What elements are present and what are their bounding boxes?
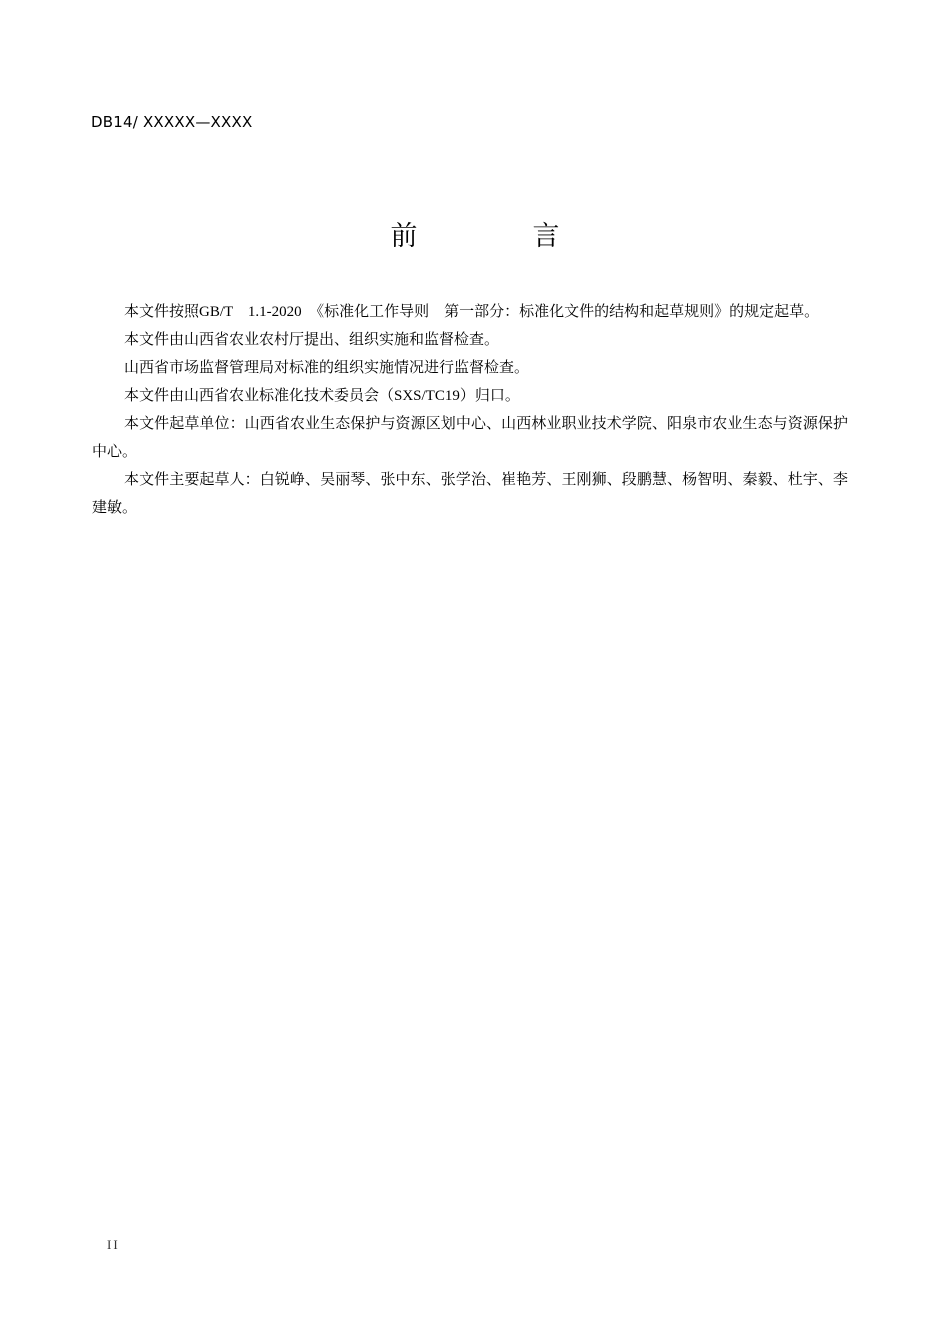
paragraph-drafting-rules: 本文件按照GB/T 1.1-2020 《标准化工作导则 第一部分：标准化文件的结构和起草规则》的规定起草。 (124, 304, 820, 320)
foreword-body (92, 298, 848, 522)
paragraph-committee: 本文件由山西省农业标准化技术委员会（SXS/TC19）归口。 (124, 388, 520, 404)
document-code: DB14/ XXXXX—XXXX (91, 113, 253, 131)
paragraph-supervision: 山西省市场监督管理局对标准的组织实施情况进行监督检查。 (124, 360, 530, 376)
paragraph-proposer: 本文件由山西省农业农村厅提出、组织实施和监督检查。 (124, 332, 500, 348)
paragraph-drafters: 本文件主要起草人：白锐峥、吴丽琴、张中东、张学治、崔艳芳、王刚狮、段鹏慧、杨智明、秦毅、杜宇、李建敏。 (92, 472, 848, 516)
paragraph-drafting-units: 本文件起草单位：山西省农业生态保护与资源区划中心、山西林业职业技术学院、阳泉市农业生态与资源保护中心。 (92, 416, 848, 460)
page-number: II (107, 1237, 120, 1252)
page-title: 前 言 (390, 221, 604, 252)
